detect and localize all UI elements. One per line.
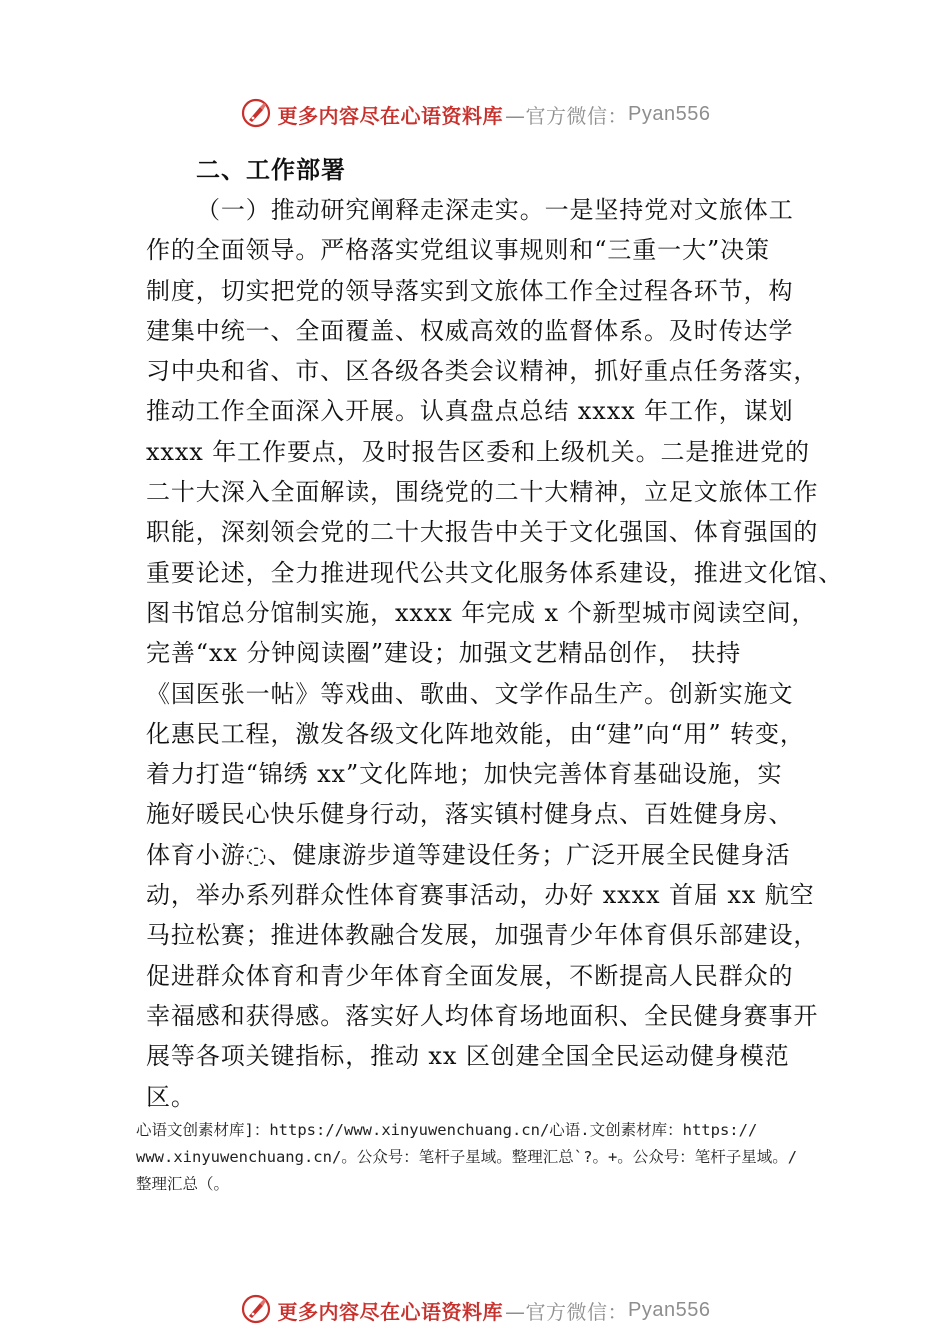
paragraph-line: 促进群众体育和青少年体育全面发展，不断提高人民群众的 bbox=[146, 961, 794, 990]
paragraph-line: 动，举办系列群众性体育赛事活动，办好 xxxx 首届 xx 航空 bbox=[146, 881, 815, 910]
footnote-line: www.xinyuwenchuang.cn/。公众号：笔杆子星域。整理汇总`?。+。公众号：笔杆子星域。/ bbox=[136, 1148, 798, 1166]
paragraph-line: 二十大深入全面解读，围绕党的二十大精神，立足文旅体工作 bbox=[146, 478, 819, 507]
paragraph-line: 展等各项关键指标，推动 xx 区创建全国全民运动健身模范 bbox=[146, 1042, 790, 1071]
paragraph-line: 习中央和省、市、区各级各类会议精神，抓好重点任务落实， bbox=[146, 357, 819, 386]
paragraph-line: 着力打造“锦绣 xx”文化阵地；加快完善体育基础设施，实 bbox=[146, 760, 783, 789]
paragraph-line: 作的全面领导。严格落实党组议事规则和“三重一大”决策 bbox=[146, 236, 770, 265]
paragraph-line: 化惠民工程，激发各级文化阵地效能，由“建”向“用” 转变， bbox=[146, 719, 805, 748]
paragraph-line: 幸福感和获得感。落实好人均体育场地面积、全民健身赛事开 bbox=[146, 1001, 819, 1030]
paragraph-line: 建集中统一、全面覆盖、权威高效的监督体系。及时传达学 bbox=[146, 316, 794, 345]
paragraph-line: 《国医张一帖》等戏曲、歌曲、文学作品生产。创新实施文 bbox=[146, 679, 794, 708]
paragraph-line: 制度，切实把党的领导落实到文旅体工作全过程各环节，构 bbox=[146, 276, 794, 305]
banner-wechat-label: —官方微信： bbox=[505, 1299, 629, 1324]
paragraph-line: 施好暖民心快乐健身行动，落实镇村健身点、百姓健身房、 bbox=[146, 800, 794, 829]
banner-wechat-id: Pyan556 bbox=[628, 102, 711, 125]
banner-wechat-label: —官方微信： bbox=[505, 103, 629, 128]
pen-nib-logo-icon bbox=[240, 97, 272, 129]
pen-nib-logo-icon bbox=[240, 1293, 272, 1325]
paragraph-line: xxxx 年工作要点，及时报告区委和上级机关。二是推进党的 bbox=[146, 437, 810, 466]
paragraph-line: 职能，深刻领会党的二十大报告中关于文化强国、体育强国的 bbox=[146, 518, 819, 547]
header-banner bbox=[0, 94, 950, 134]
paragraph-line: 体育小游◌、健康游步道等建设任务；广泛开展全民健身活 bbox=[146, 840, 791, 869]
paragraph-line: 马拉松赛；推进体教融合发展，加强青少年体育俱乐部建设， bbox=[146, 921, 819, 950]
footnote-line: 心语文创素材库]：https://www.xinyuwenchuang.cn/心语.文创素材库：https:// bbox=[136, 1121, 758, 1139]
banner-wechat-id: Pyan556 bbox=[628, 1298, 711, 1321]
footnote-watermark bbox=[136, 1117, 836, 1198]
paragraph-line: 完善“xx 分钟阅读圈”建设；加强文艺精品创作， 扶持 bbox=[146, 639, 742, 668]
footnote-line: 整理汇总（。 bbox=[136, 1175, 230, 1193]
banner-title: 更多内容尽在心语资料库 bbox=[277, 1299, 504, 1324]
paragraph-line: （一）推动研究阐释走深走实。一是坚持党对文旅体工 bbox=[196, 196, 794, 224]
paragraph-line: 区。 bbox=[146, 1082, 196, 1111]
footer-banner bbox=[0, 1290, 950, 1330]
section-heading: 二、工作部署 bbox=[196, 156, 346, 184]
banner-title: 更多内容尽在心语资料库 bbox=[277, 103, 504, 128]
paragraph-line: 重要论述，全力推进现代公共文化服务体系建设，推进文化馆、 bbox=[146, 558, 844, 587]
paragraph-line: 推动工作全面深入开展。认真盘点总结 xxxx 年工作，谋划 bbox=[146, 397, 794, 426]
paragraph-line: 图书馆总分馆制实施，xxxx 年完成 x 个新型城市阅读空间， bbox=[146, 598, 817, 627]
body-paragraph bbox=[146, 190, 846, 1117]
